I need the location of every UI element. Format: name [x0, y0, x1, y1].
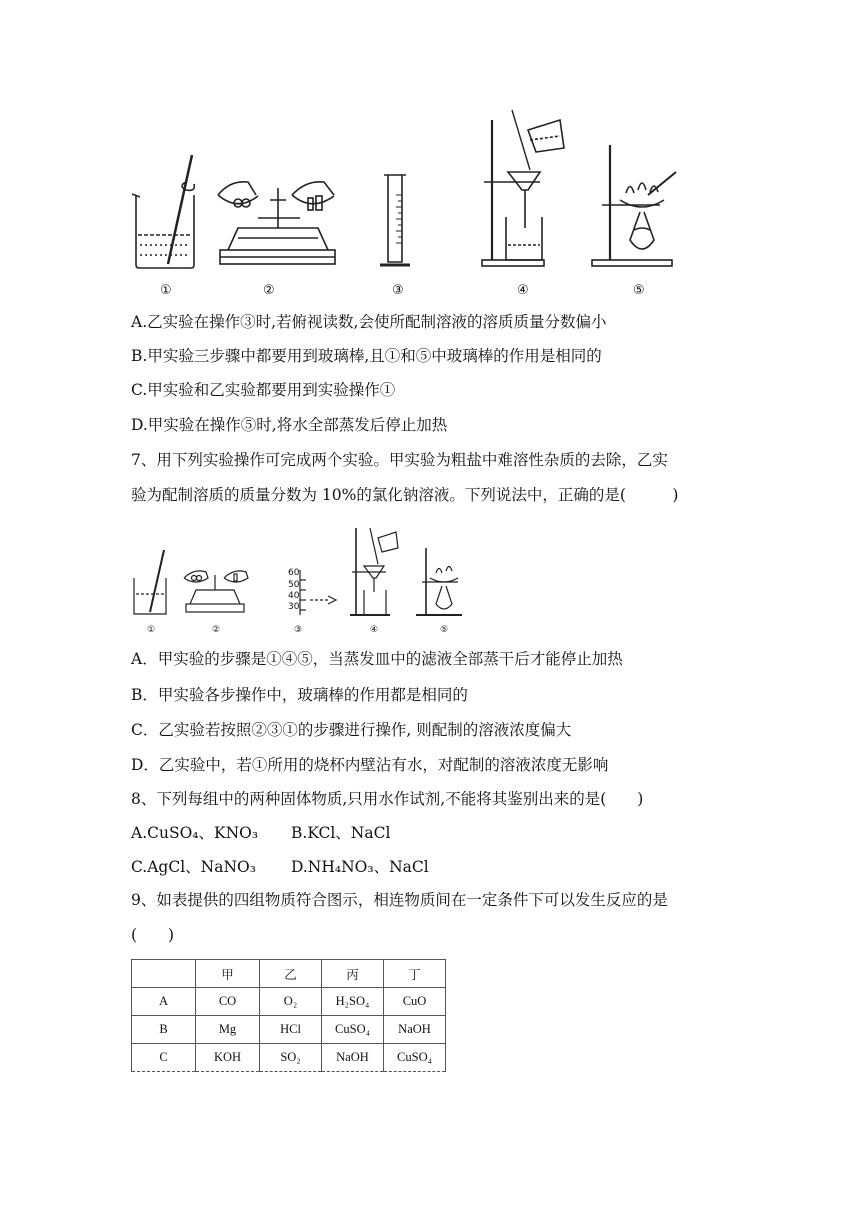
table-cell: B	[132, 1016, 196, 1044]
figure2-label-5: ⑤	[440, 625, 449, 635]
figure2-label-2: ②	[212, 625, 221, 635]
table-cell: Mg	[196, 1016, 260, 1044]
scale-mark-60: 60	[288, 568, 300, 578]
table-cell: O₂	[260, 988, 322, 1016]
filtration-small-icon	[350, 528, 398, 615]
q9-stem-line2: ( )	[131, 926, 175, 944]
q9-table	[131, 959, 446, 1072]
table-header-cell	[132, 960, 196, 988]
scale-mark-40: 40	[288, 591, 300, 601]
filtration-setup-icon	[482, 110, 564, 266]
q9-stem-line1: 9、如表提供的四组物质符合图示，相连物质间在一定条件下可以发生反应的是	[131, 891, 668, 909]
q7-option-d: D．乙实验中，若①所用的烧杯内壁沾有水，对配制的溶液浓度无影响	[131, 756, 609, 774]
apparatus-figure-1	[120, 100, 680, 280]
table-row	[132, 1044, 446, 1072]
figure1-label-3: ③	[392, 283, 404, 298]
scale-mark-30: 30	[288, 602, 300, 612]
table-header-cell: 乙	[260, 960, 322, 988]
figure2-label-3: ③	[294, 625, 303, 635]
table-cell: SO₂	[260, 1044, 322, 1072]
table-header-row	[132, 960, 446, 988]
table-row	[132, 988, 446, 1016]
table-cell: NaOH	[322, 1044, 384, 1072]
balance-small-icon	[184, 571, 248, 612]
table-cell: C	[132, 1044, 196, 1072]
q7-option-c: C．乙实验若按照②③①的步骤进行操作, 则配制的溶液浓度偏大	[131, 721, 572, 739]
table-row	[132, 1016, 446, 1044]
table-cell: KOH	[196, 1044, 260, 1072]
table-cell: A	[132, 988, 196, 1016]
q7-option-a: A．甲实验的步骤是①④⑤，当蒸发皿中的滤液全部蒸干后才能停止加热	[131, 650, 623, 668]
table-cell: NaOH	[384, 1016, 446, 1044]
q8-options-row2	[131, 857, 429, 877]
figure1-label-1: ①	[160, 283, 172, 298]
table-cell: CO	[196, 988, 260, 1016]
q8-stem: 8、下列每组中的两种固体物质,只用水作试剂,不能将其鉴别出来的是( )	[131, 790, 644, 808]
q7-stem-line2: 验为配制溶质的质量分数为 10%的氯化钠溶液。下列说法中，正确的是( )	[131, 486, 679, 504]
q8-option-a: A.CuSO₄、KNO₃	[131, 824, 259, 842]
table-header-cell: 丙	[322, 960, 384, 988]
graduated-cylinder-small-icon	[300, 570, 336, 615]
balance-scale-icon	[218, 182, 335, 264]
table-header-cell: 甲	[196, 960, 260, 988]
q6-option-c: C.甲实验和乙实验都要用到实验操作①	[131, 381, 396, 399]
table-cell: CuO	[384, 988, 446, 1016]
figure1-label-5: ⑤	[633, 283, 645, 298]
table-cell: H₂SO₄	[322, 988, 384, 1016]
graduated-cylinder-icon	[380, 175, 410, 265]
table-cell: HCl	[260, 1016, 322, 1044]
figure2-label-4: ④	[370, 625, 379, 635]
q8-options-row1	[131, 823, 390, 843]
table-header-cell: 丁	[384, 960, 446, 988]
beaker-stirring-small-icon	[134, 550, 166, 614]
evaporation-small-icon	[416, 548, 462, 615]
scale-mark-50: 50	[288, 580, 300, 590]
q6-option-b: B.甲实验三步骤中都要用到玻璃棒,且①和⑤中玻璃棒的作用是相同的	[131, 347, 602, 365]
figure2-label-1: ①	[147, 625, 156, 635]
q8-option-d: D.NH₄NO₃、NaCl	[291, 858, 429, 876]
q8-option-c: C.AgCl、NaNO₃	[131, 858, 256, 876]
table-cell: CuSO₄	[322, 1016, 384, 1044]
q7-option-b: B．甲实验各步操作中，玻璃棒的作用都是相同的	[131, 686, 468, 704]
q6-option-d: D.甲实验在操作⑤时,将水全部蒸发后停止加热	[131, 416, 448, 434]
figure1-label-4: ④	[517, 283, 529, 298]
q6-option-a: A.乙实验在操作③时,若俯视读数,会使所配制溶液的溶质质量分数偏小	[131, 313, 607, 331]
evaporation-setup-icon	[592, 145, 676, 266]
q7-stem-line1: 7、用下列实验操作可完成两个实验。甲实验为粗盐中难溶性杂质的去除，乙实	[131, 451, 668, 469]
beaker-stirring-icon	[132, 155, 194, 268]
figure1-label-2: ②	[263, 283, 275, 298]
q8-option-b: B.KCl、NaCl	[291, 824, 391, 842]
table-cell: CuSO₄	[384, 1044, 446, 1072]
